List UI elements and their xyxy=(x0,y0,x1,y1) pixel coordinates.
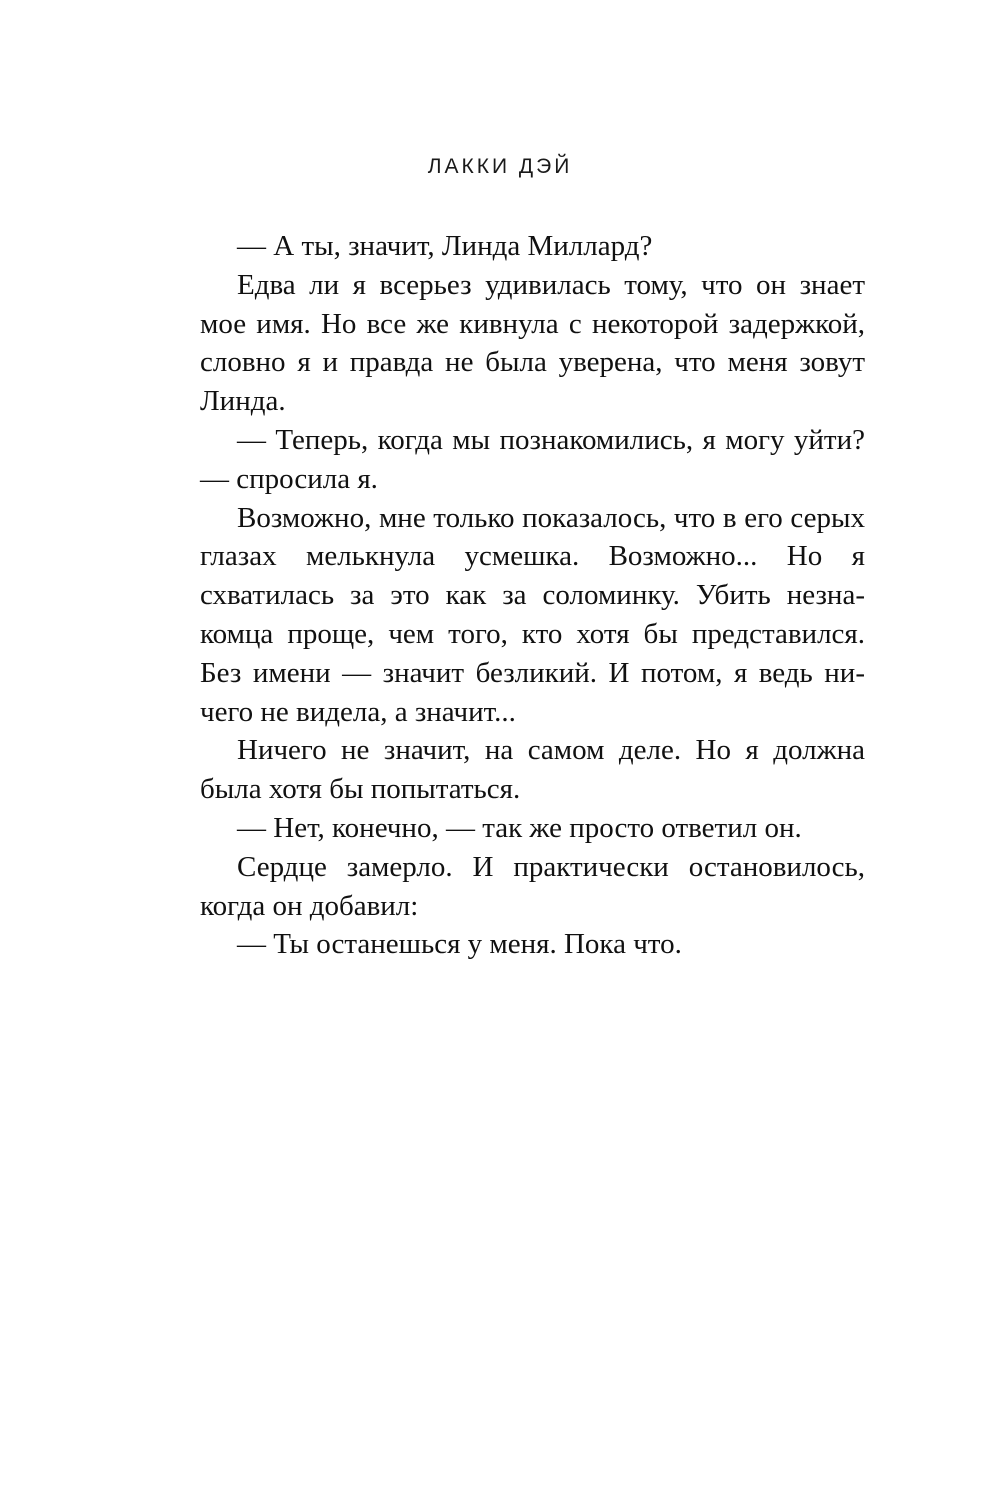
paragraph-2: Едва ли я всерьез удивилась тому, что он знает мое имя. Но все же кивнула с некоторой задержкой, словно я и правда не была уверена, что меня зовут Линда. xyxy=(200,268,865,418)
paragraph-1: — А ты, значит, Линда Миллард? xyxy=(237,230,653,262)
paragraph-3: — Теперь, когда мы познакомились, я могу уйти? — спросила я. xyxy=(200,423,865,495)
body-text xyxy=(200,227,865,964)
paragraph-8: — Ты останешься у меня. Пока что. xyxy=(237,928,682,961)
paragraph-4: Возможно, мне только показалось, что в его серых глазах мелькнула усмешка. Возможно... Но я схватилась за это как за соломинку. Убить незнакомца проще, чем того, кто хотя бы представился. Без имени — значит безликий. И потом, я ведь ничего не видела, а значит... xyxy=(200,501,865,728)
paragraph-6: — Нет, конечно, — так же просто ответил он. xyxy=(237,811,802,844)
running-header-author: ЛАККИ ДЭЙ xyxy=(427,155,573,178)
paragraph-5: Ничего не значит, на самом деле. Но я должна была хотя бы попытаться. xyxy=(200,734,865,806)
paragraph-7: Сердце замерло. И практически остановилось, когда он добавил: xyxy=(200,850,865,922)
